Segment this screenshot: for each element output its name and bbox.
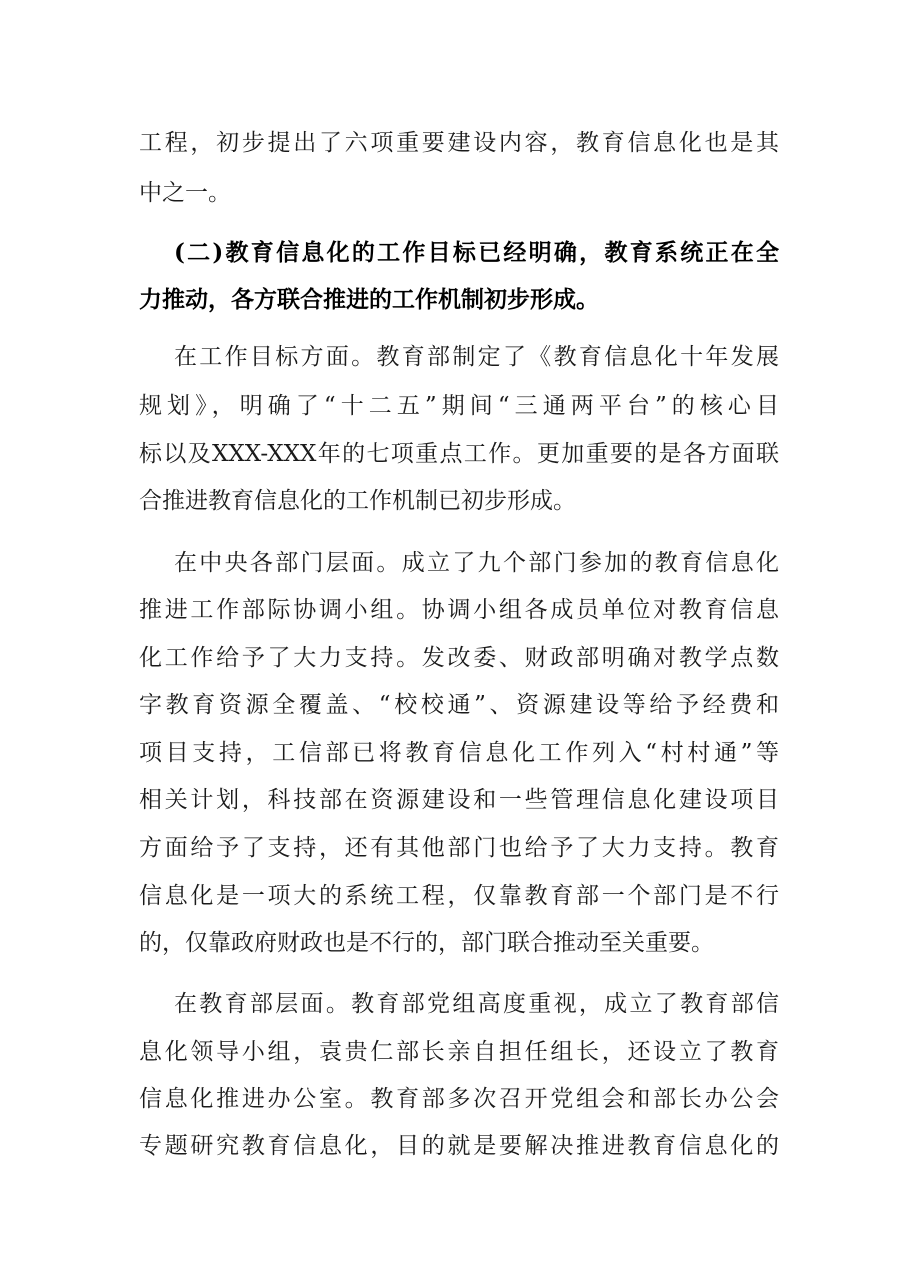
text-line: 字教育资源全覆盖、“校校通”、资源建设等给予经费和 <box>139 692 779 718</box>
text-line: 在中央各部门层面。成立了九个部门参加的教育信息化 <box>174 550 779 576</box>
text-line: 中之一。 <box>139 180 231 206</box>
text-line: 信息化推进办公室。教育部多次召开党组会和部长办公会 <box>139 1086 779 1112</box>
text-line: 在教育部层面。教育部党组高度重视，成立了教育部信 <box>174 991 779 1017</box>
text-line: 方面给予了支持，还有其他部门也给予了大力支持。教育 <box>139 835 779 861</box>
text-line: 在工作目标方面。教育部制定了《教育信息化十年发展 <box>174 344 779 370</box>
text-line: 工程，初步提出了六项重要建设内容，教育信息化也是其 <box>139 130 779 156</box>
text-line: 项目支持，工信部已将教育信息化工作列入“村村通”等 <box>139 740 779 766</box>
section-heading-line: 力推动，各方联合推进的工作机制初步形成。 <box>139 286 599 313</box>
text-line: 化工作给予了大力支持。发改委、财政部明确对教学点数 <box>139 645 779 671</box>
text-line: 息化领导小组，袁贵仁部长亲自担任组长，还设立了教育 <box>139 1039 779 1065</box>
text-line: 推进工作部际协调小组。协调小组各成员单位对教育信息 <box>139 597 779 623</box>
text-line: 专题研究教育信息化，目的就是要解决推进教育信息化的 <box>139 1133 779 1159</box>
text-line: 信息化是一项大的系统工程，仅靠教育部一个部门是不行 <box>139 883 779 909</box>
text-line: 标以及XXX-XXX年的七项重点工作。更加重要的是各方面联 <box>139 441 779 467</box>
text-line: 相关计划，科技部在资源建设和一些管理信息化建设项目 <box>139 787 779 813</box>
text-line: 合推进教育信息化的工作机制已初步形成。 <box>139 488 576 514</box>
section-heading-line: (二)教育信息化的工作目标已经明确，教育系统正在全 <box>174 239 779 266</box>
text-line: 规划》，明确了“十二五”期间“三通两平台”的核心目 <box>139 393 779 419</box>
text-line: 的，仅靠政府财政也是不行的，部门联合推动至关重要。 <box>139 930 714 956</box>
